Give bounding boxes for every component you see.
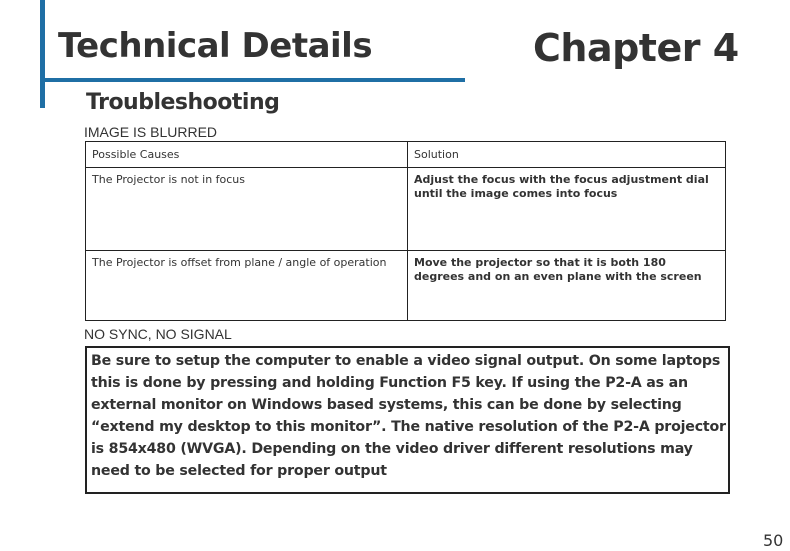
blurred-troubleshooting-table (85, 141, 726, 321)
nosync-text: Be sure to setup the computer to enable a video signal output. On some laptops this is done by pressing and holding Function F5 key. If using the P2-A as an external monitor on Windows based systems, this can be done by selecting “extend my desktop to this monitor”. The native resolution of the P2-A projector is 854x480 (WVGA). Depending on the video driver different resolutions may need to be selected for proper output (91, 353, 726, 479)
solution-cell: Adjust the focus with the focus adjustment dial until the image comes into focus (408, 168, 726, 251)
column-header-causes: Possible Causes (86, 142, 408, 168)
solution-cell: Move the projector so that it is both 180 degrees and on an even plane with the screen (408, 251, 726, 321)
chapter-label: Chapter 4 (533, 26, 739, 70)
accent-vertical-bar (40, 0, 45, 108)
page-number: 50 (763, 531, 784, 550)
nosync-info-box (85, 346, 730, 494)
cause-cell: The Projector is not in focus (86, 168, 408, 251)
cause-cell: The Projector is offset from plane / angle of operation (86, 251, 408, 321)
table-header-row (86, 142, 726, 168)
accent-horizontal-bar (40, 78, 465, 82)
blurred-section-label: IMAGE IS BLURRED (84, 124, 218, 140)
table-row (86, 251, 726, 321)
nosync-section-label: NO SYNC, NO SIGNAL (84, 326, 232, 342)
section-title: Technical Details (58, 26, 373, 66)
column-header-solution: Solution (408, 142, 726, 168)
table-row (86, 168, 726, 251)
page-subtitle: Troubleshooting (86, 90, 280, 115)
